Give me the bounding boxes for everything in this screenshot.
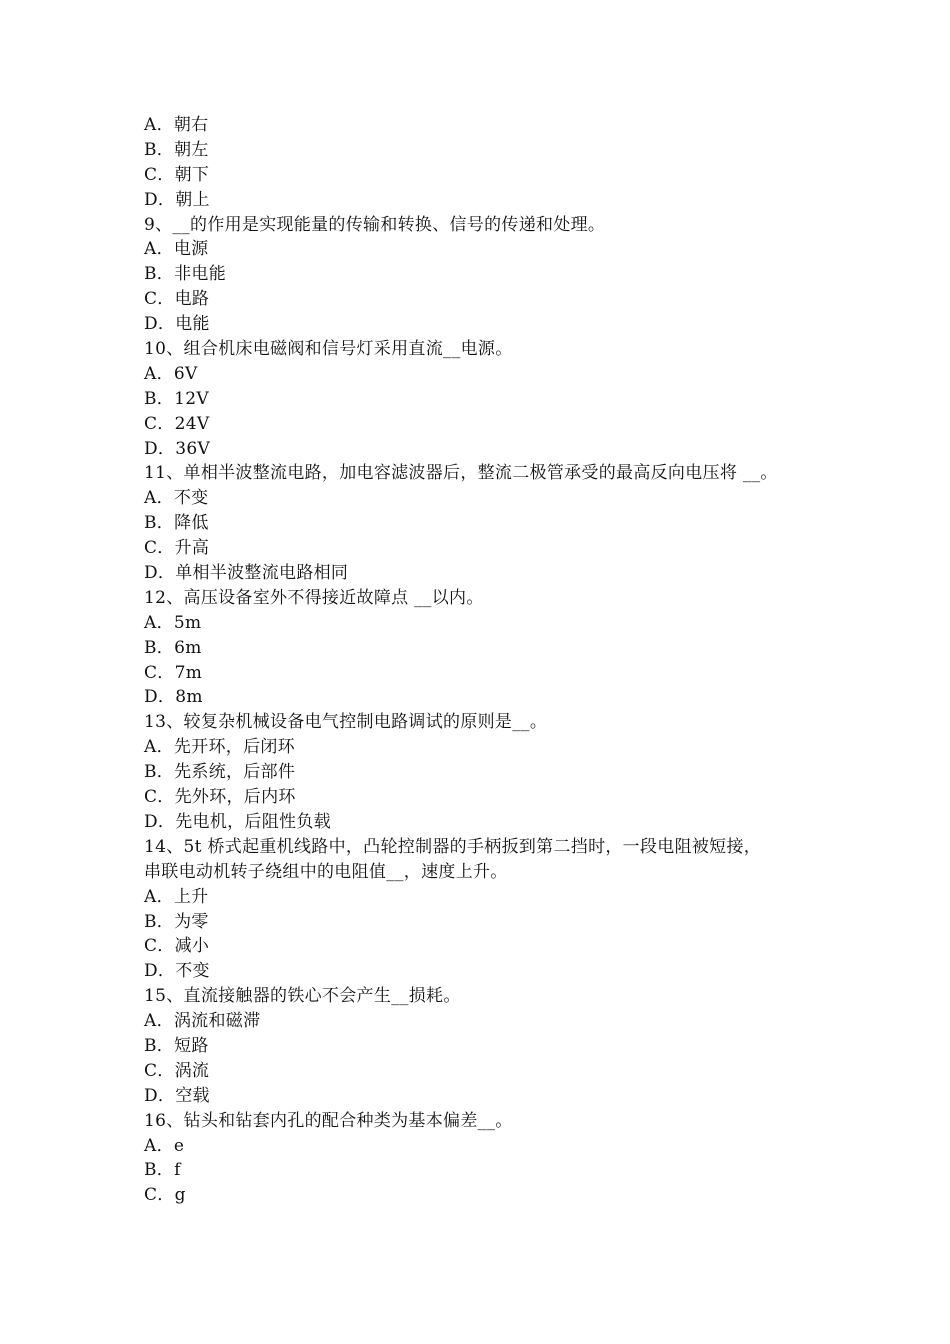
option-line: D．先电机，后阻性负载 xyxy=(144,811,331,832)
option-line: C．先外环，后内环 xyxy=(144,787,296,808)
option-line: A．6V xyxy=(144,363,198,384)
option-line: B．短路 xyxy=(144,1035,209,1056)
option-line: A．涡流和磁滞 xyxy=(144,1011,261,1032)
exam-content xyxy=(144,113,814,1208)
option-line: D．空载 xyxy=(144,1085,210,1106)
option-line: B．朝左 xyxy=(144,139,209,160)
question-11: 11、单相半波整流电路，加电容滤波器后，整流二极管承受的最高反向电压将 __。 xyxy=(144,463,778,484)
option-line: A．5m xyxy=(144,612,202,633)
option-line: B．12V xyxy=(144,388,209,409)
option-line: B．为零 xyxy=(144,911,209,932)
option-line: D．8m xyxy=(144,687,203,708)
question-16: 16、钻头和钻套内孔的配合种类为基本偏差__。 xyxy=(144,1110,513,1131)
option-line: C．g xyxy=(144,1185,186,1206)
option-line: C．电路 xyxy=(144,289,210,310)
question-12: 12、高压设备室外不得接近故障点 __以内。 xyxy=(144,587,484,608)
option-line: A．不变 xyxy=(144,488,209,509)
question-9: 9、__的作用是实现能量的传输和转换、信号的传递和处理。 xyxy=(144,214,606,235)
option-line: B．6m xyxy=(144,637,202,658)
option-line: A．先开环，后闭环 xyxy=(144,737,295,758)
option-line: A．朝右 xyxy=(144,115,209,135)
option-line: C．涡流 xyxy=(144,1060,210,1081)
option-line: A．上升 xyxy=(144,886,209,907)
question-14: 14、5t 桥式起重机线路中，凸轮控制器的手柄扳到第二挡时，一段电阻被短接， xyxy=(144,836,762,857)
option-line: D．36V xyxy=(144,438,211,459)
option-line: C．24V xyxy=(144,413,210,434)
option-line: D．朝上 xyxy=(144,189,210,210)
option-line: D．不变 xyxy=(144,961,210,982)
option-line: C．7m xyxy=(144,662,203,683)
option-line: B．降低 xyxy=(144,513,209,534)
option-line: B．f xyxy=(144,1160,181,1181)
option-line: B．非电能 xyxy=(144,264,226,285)
question-10: 10、组合机床电磁阀和信号灯采用直流__电源。 xyxy=(144,339,513,360)
option-line: C．减小 xyxy=(144,936,210,957)
option-line: D．电能 xyxy=(144,314,210,335)
question-13: 13、较复杂机械设备电气控制电路调试的原则是__。 xyxy=(144,712,548,733)
option-line: D．单相半波整流电路相同 xyxy=(144,563,349,584)
option-line: C．升高 xyxy=(144,538,210,559)
question-15: 15、直流接触器的铁心不会产生__损耗。 xyxy=(144,986,461,1007)
question-14-continued: 串联电动机转子绕组中的电阻值__，速度上升。 xyxy=(144,861,508,882)
option-line: A．电源 xyxy=(144,239,209,260)
option-line: A．e xyxy=(144,1135,185,1156)
option-line: C．朝下 xyxy=(144,164,210,185)
option-line: B．先系统，后部件 xyxy=(144,762,296,783)
